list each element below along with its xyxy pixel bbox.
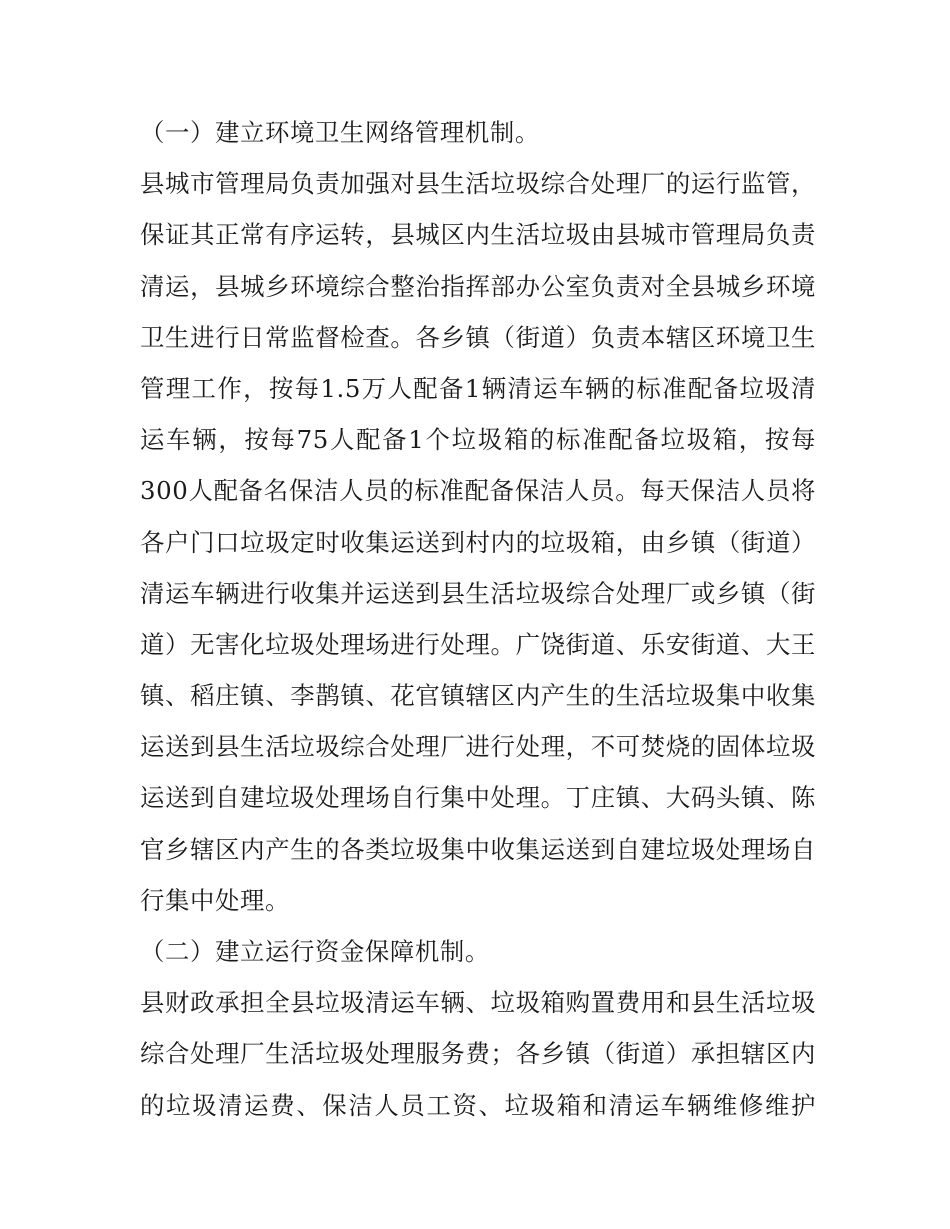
- text-line: 运车辆，按每75人配备1个垃圾箱的标准配备垃圾箱，按每: [140, 425, 816, 455]
- text-line: 县城市管理局负责加强对县生活垃圾综合处理厂的运行监管，: [140, 169, 816, 199]
- text-line: 道）无害化垃圾处理场进行处理。广饶街道、乐安街道、大王: [140, 629, 816, 659]
- text-line: 运送到县生活垃圾综合处理厂进行处理，不可焚烧的固体垃圾: [140, 732, 816, 762]
- section-1-paragraph: [140, 158, 816, 926]
- text-line: 清运车辆进行收集并运送到县生活垃圾综合处理厂或乡镇（街: [140, 578, 816, 608]
- text-line: 运送到自建垃圾处理场自行集中处理。丁庄镇、大码头镇、陈: [140, 783, 816, 813]
- text-line: 综合处理厂生活垃圾处理服务费；各乡镇（街道）承担辖区内: [140, 1039, 816, 1069]
- text-line: 行集中处理。: [140, 885, 290, 915]
- section-2-paragraph: [140, 977, 816, 1131]
- text-line: 县财政承担全县垃圾清运车辆、垃圾箱购置费用和县生活垃圾: [140, 988, 816, 1018]
- text-line: 清运，县城乡环境综合整治指挥部办公室负责对全县城乡环境: [140, 271, 816, 301]
- text-line: 的垃圾清运费、保洁人员工资、垃圾箱和清运车辆维修维护: [140, 1090, 816, 1120]
- section-1-heading: （一）建立环境卫生网络管理机制。: [140, 118, 540, 147]
- text-line: 管理工作，按每1.5万人配备1辆清运车辆的标准配备垃圾清: [140, 373, 816, 403]
- section-2-heading: （二）建立运行资金保障机制。: [140, 937, 490, 967]
- text-line: 保证其正常有序运转，县城区内生活垃圾由县城市管理局负责: [140, 220, 816, 250]
- document-body: [140, 107, 816, 1131]
- text-line: 镇、稻庄镇、李鹊镇、花官镇辖区内产生的生活垃圾集中收集: [140, 681, 816, 711]
- text-line: 卫生进行日常监督检查。各乡镇（街道）负责本辖区环境卫生: [140, 322, 816, 352]
- text-line: 官乡辖区内产生的各类垃圾集中收集运送到自建垃圾处理场自: [140, 834, 816, 864]
- text-line: 300人配备名保洁人员的标准配备保洁人员。每天保洁人员将: [140, 476, 816, 506]
- text-line: 各户门口垃圾定时收集运送到村内的垃圾箱，由乡镇（街道）: [140, 527, 816, 557]
